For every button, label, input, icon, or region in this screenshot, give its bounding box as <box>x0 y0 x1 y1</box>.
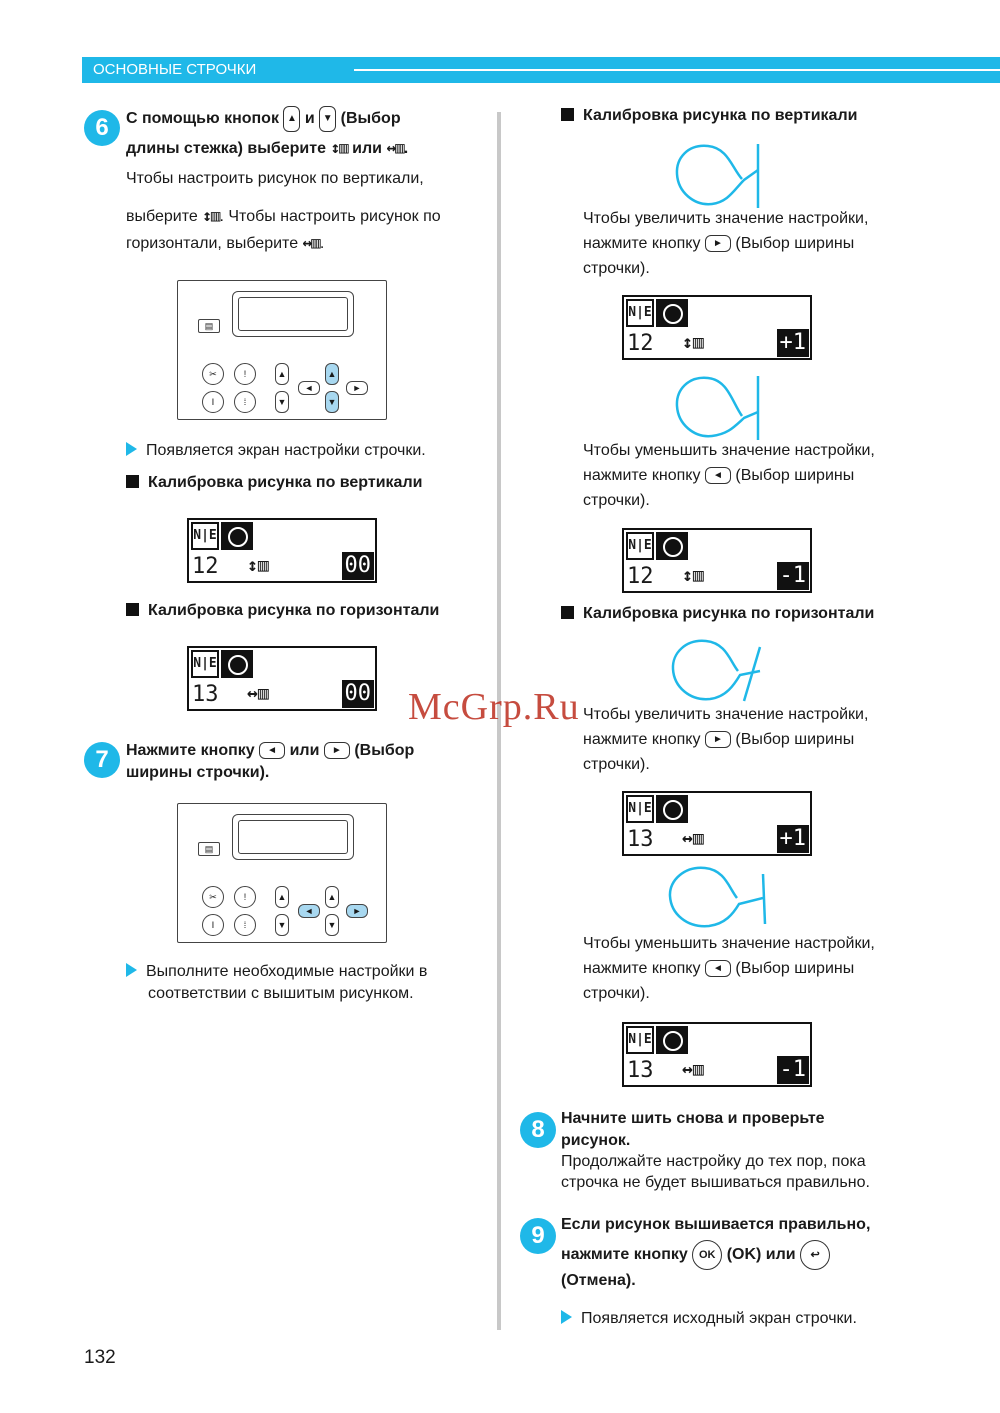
lcd-horizontal-plus <box>622 791 812 856</box>
square-bullet-icon <box>126 475 139 488</box>
reinforce-button[interactable]: ⁞ <box>234 914 256 936</box>
length-up-button[interactable]: ▲ <box>325 363 339 385</box>
horizontal-symbol-icon: ↔▥ <box>247 683 269 704</box>
pattern-icon <box>656 795 688 823</box>
loop-diagram-icon <box>668 637 768 709</box>
vertical-symbol-icon: ↕▥ <box>247 555 269 576</box>
lcd-number: 13 <box>627 827 654 852</box>
horizontal-symbol-icon: ↔▥ <box>302 233 320 252</box>
panel-screen <box>232 291 354 337</box>
width-down-button[interactable]: ▼ <box>275 391 289 413</box>
lcd-horizontal-minus <box>622 1022 812 1087</box>
increase-text-h: Чтобы увеличить значение настройки, нажмите кнопку ► (Выбор ширины строчки). <box>583 706 869 773</box>
control-panel-1 <box>177 280 387 420</box>
down-key-icon: ▼ <box>319 106 336 132</box>
horizontal-symbol-icon: ↔▥ <box>682 1059 704 1080</box>
lcd-number: 12 <box>192 554 219 579</box>
pattern-icon <box>656 299 688 327</box>
step-7-badge: 7 <box>84 742 120 778</box>
width-up-button[interactable]: ▲ <box>275 363 289 385</box>
up-key-icon: ▲ <box>283 106 300 132</box>
step-9-line1: Если рисунок вышивается правильно, <box>561 1216 871 1233</box>
scissors-button[interactable]: ✂ <box>202 886 224 908</box>
increase-text-v: Чтобы увеличить значение настройки, нажмите кнопку ► (Выбор ширины строчки). <box>583 210 869 277</box>
step-8-badge: 8 <box>520 1112 556 1148</box>
left-key-icon: ◄ <box>705 467 731 484</box>
watermark: McGrp.Ru <box>408 686 580 728</box>
step-6-badge: 6 <box>84 110 120 146</box>
horizontal-symbol-icon: ↔▥ <box>682 828 704 849</box>
step-9-badge: 9 <box>520 1218 556 1254</box>
memory-button[interactable]: ▤ <box>198 842 220 856</box>
reverse-button[interactable]: Ⅰ <box>202 914 224 936</box>
decrease-text-v: Чтобы уменьшить значение настройки, нажмите кнопку ◄ (Выбор ширины строчки). <box>583 442 875 509</box>
left-key-icon: ◄ <box>259 742 285 759</box>
lcd-value: 00 <box>342 552 375 580</box>
step-9-line3: (Отмена). <box>561 1272 636 1289</box>
scissors-button[interactable]: ✂ <box>202 363 224 385</box>
vertical-symbol-icon: ↕▥ <box>682 565 704 586</box>
length-down-button[interactable]: ▼ <box>325 914 339 936</box>
ok-key-icon: OK <box>692 1240 722 1270</box>
stitch-icon: N|E <box>626 299 654 327</box>
lcd-value: 00 <box>342 680 375 708</box>
stitch-icon: N|E <box>626 1026 654 1054</box>
header-rule <box>354 69 1000 71</box>
lcd-number: 13 <box>192 682 219 707</box>
section-header <box>82 57 1000 83</box>
vertical-symbol-icon: ↕▥ <box>330 138 348 157</box>
arrow-bullet-icon <box>561 1310 572 1324</box>
step-9-result: Появляется исходный экран строчки. <box>561 1306 857 1331</box>
left-key-icon: ◄ <box>705 960 731 977</box>
lcd-value: +1 <box>777 825 810 853</box>
back-key-icon: ↩ <box>800 1240 830 1270</box>
section-title: ОСНОВНЫЕ СТРОЧКИ <box>93 61 257 78</box>
right-key-icon: ► <box>705 731 731 748</box>
lcd-number: 12 <box>627 564 654 589</box>
loop-diagram-icon <box>670 140 770 212</box>
step-6-line4: выберите ↕▥. Чтобы настроить рисунок по <box>126 206 441 225</box>
square-bullet-icon <box>561 108 574 121</box>
vertical-symbol-icon: ↕▥ <box>202 206 220 225</box>
stitch-icon: N|E <box>626 795 654 823</box>
step-6-line3: Чтобы настроить рисунок по вертикали, <box>126 170 424 187</box>
right-key-icon: ► <box>324 742 350 759</box>
step-6-result: Появляется экран настройки строчки. <box>126 438 426 463</box>
pattern-icon <box>221 522 253 550</box>
step-7-result: Выполните необходимые настройки в соответствии с вышитым рисунком. <box>126 961 427 1005</box>
square-bullet-icon <box>561 606 574 619</box>
step-8-text: Начните шить снова и проверьте рисунок. Продолжайте настройку до тех пор, пока строчка не будет вышиваться правильно. <box>561 1110 870 1191</box>
width-right-button[interactable]: ► <box>346 904 368 918</box>
page-number: 132 <box>84 1347 116 1368</box>
memory-button[interactable]: ▤ <box>198 319 220 333</box>
right-horizontal-heading: Калибровка рисунка по горизонтали <box>561 605 874 623</box>
step-6-line1: С помощью кнопок ▲ и ▼ (Выбор <box>126 106 401 132</box>
step-7-line2: ширины строчки). <box>126 764 270 781</box>
lcd-vertical-plus <box>622 295 812 360</box>
reverse-button[interactable]: Ⅰ <box>202 391 224 413</box>
panel-screen <box>232 814 354 860</box>
left-horizontal-heading: Калибровка рисунка по горизонтали <box>126 602 439 620</box>
step-6-line2: длины стежка) выберите ↕▥ или ↔▥. <box>126 138 409 157</box>
stitch-icon: N|E <box>191 650 219 678</box>
pattern-icon <box>656 1026 688 1054</box>
lcd-value: -1 <box>777 1056 810 1084</box>
width-up-button[interactable]: ▲ <box>275 886 289 908</box>
arrow-bullet-icon <box>126 963 137 977</box>
vertical-symbol-icon: ↕▥ <box>682 332 704 353</box>
stitch-icon: N|E <box>626 532 654 560</box>
loop-diagram-icon <box>665 864 769 936</box>
pattern-icon <box>656 532 688 560</box>
left-vertical-heading: Калибровка рисунка по вертикали <box>126 474 422 492</box>
lcd-number: 12 <box>627 331 654 356</box>
arrow-bullet-icon <box>126 442 137 456</box>
lcd-vertical-minus <box>622 528 812 593</box>
right-vertical-heading: Калибровка рисунка по вертикали <box>561 107 857 125</box>
control-panel-2 <box>177 803 387 943</box>
stitch-icon: N|E <box>191 522 219 550</box>
step-9-line2: нажмите кнопку OK (OK) или ↩ <box>561 1240 830 1270</box>
lcd-horizontal-00 <box>187 646 377 711</box>
square-bullet-icon <box>126 603 139 616</box>
width-right-button[interactable]: ► <box>346 381 368 395</box>
width-left-button[interactable]: ◄ <box>298 904 320 918</box>
reinforce-button[interactable]: ⁞ <box>234 391 256 413</box>
lcd-value: +1 <box>777 329 810 357</box>
loop-diagram-icon <box>670 372 770 444</box>
length-down-button[interactable]: ▼ <box>325 391 339 413</box>
decrease-text-h: Чтобы уменьшить значение настройки, нажмите кнопку ◄ (Выбор ширины строчки). <box>583 935 875 1002</box>
lcd-vertical-00 <box>187 518 377 583</box>
horizontal-symbol-icon: ↔▥ <box>386 138 404 157</box>
right-key-icon: ► <box>705 235 731 252</box>
width-down-button[interactable]: ▼ <box>275 914 289 936</box>
start-stop-button[interactable]: ! <box>234 886 256 908</box>
lcd-number: 13 <box>627 1058 654 1083</box>
step-6-line5: горизонтали, выберите ↔▥. <box>126 233 325 252</box>
width-left-button[interactable]: ◄ <box>298 381 320 395</box>
length-up-button[interactable]: ▲ <box>325 886 339 908</box>
step-7-line1: Нажмите кнопку ◄ или ► (Выбор <box>126 742 415 759</box>
start-stop-button[interactable]: ! <box>234 363 256 385</box>
lcd-value: -1 <box>777 562 810 590</box>
pattern-icon <box>221 650 253 678</box>
